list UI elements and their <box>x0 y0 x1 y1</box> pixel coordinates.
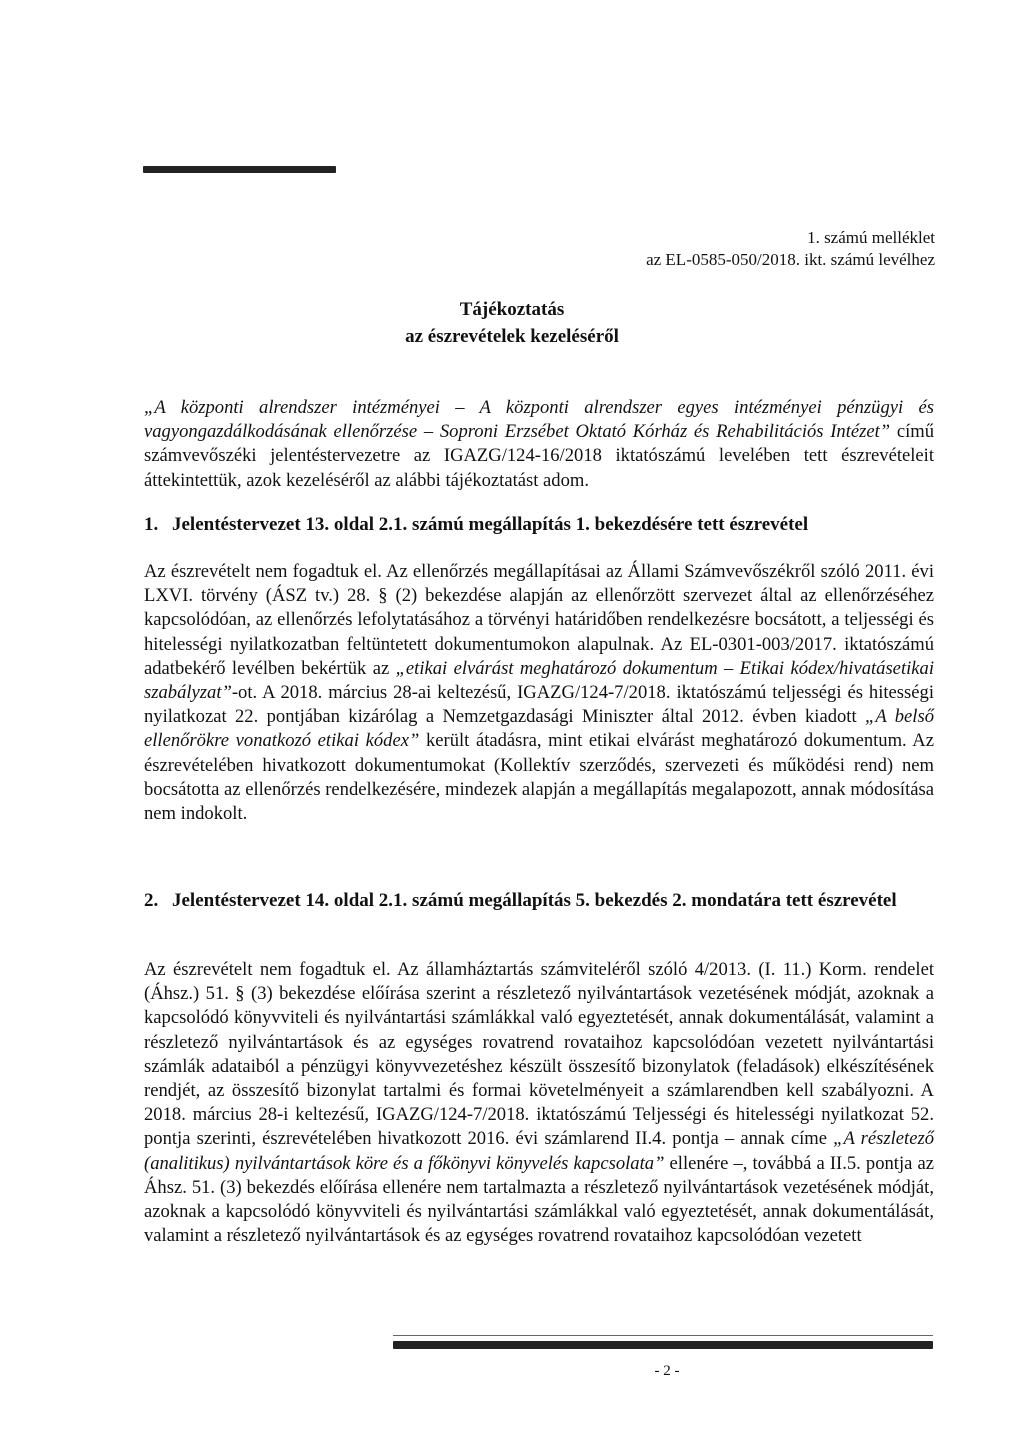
section-1-italic-2: „A belső ellenőrökre vonatkozó etikai kódex” <box>144 706 934 752</box>
section-1-title: Jelentéstervezet 13. oldal 2.1. számú megállapítás 1. bekezdésére tett észrevétel <box>172 514 809 535</box>
annex-reference <box>646 227 935 271</box>
page-number: - 2 - <box>654 1363 680 1379</box>
intro-report-title: „A központi alrendszer intézményei – A központi alrendszer egyes intézményei pénzügyi és vagyongazdálkodásának ellenőrzése – Soproni Erzsébet Oktató Kórház és Rehabilitációs Intézet” <box>144 397 934 443</box>
section-1-body <box>144 560 934 826</box>
section-2-text-2: ellenére –, továbbá a II.5. pontja az Áhsz. 51. (3) bekezdés előírása ellenére nem tartalmazta a részletező nyilvántartások vezetésének módját, azoknak a kapcsolódó könyvviteli és nyilvántartási számlákkal való egyeztetését, annak dokumentálását, valamint a részletező nyilvántartások és az egységes rovatrend rovataihoz kapcsolódóan vezetett <box>144 1152 935 1247</box>
title-line-2: az észrevételek kezeléséről <box>405 326 619 347</box>
section-2-title: Jelentéstervezet 14. oldal 2.1. számú megállapítás 5. bekezdés 2. mondatára tett észrevétel <box>172 890 897 911</box>
footer-rule <box>393 1341 933 1349</box>
document-title <box>0 296 1024 350</box>
annex-line-2: az EL-0585-050/2018. ikt. számú levélhez <box>646 250 935 269</box>
section-2-body <box>144 958 934 1248</box>
section-2-italic-1: „A részletező (analitikus) nyilvántartások köre és a főkönyvi könyvelés kapcsolata” <box>144 1128 935 1174</box>
intro-paragraph <box>144 396 934 493</box>
section-2-number: 2. <box>144 890 159 911</box>
section-1-text-3: került átadásra, mint etikai elvárást meghatározó dokumentum. Az észrevételében hivatkozott dokumentumokat (Kollektív szerződés, szervezeti és működési rend) nem bocsátotta az ellenőrzés rendelkezésére, mindezek alapján a megállapítás megalapozott, annak módosítása nem indokolt. <box>144 730 934 825</box>
intro-text: című számvevőszéki jelentéstervezetre az IGAZG/124-16/2018 iktatószámú levelében tett észrevételeit áttekintettük, azok kezeléséről az alábbi tájékoztatást adom. <box>144 421 935 491</box>
header-rule <box>143 166 336 173</box>
section-1-text-1: Az észrevételt nem fogadtuk el. Az ellenőrzés megállapításai az Állami Számvevőszékről szóló 2011. évi LXVI. törvény (ÁSZ tv.) 28. § (2) bekezdése alapján az ellenőrzött szervezet által az ellenőrzéséhez kapcsolódóan, az ellenőrzés lefolytatásához a törvényi határidőben rendelkezésre bocsátott, a teljességi és hitelességi nyilatkozatban feltüntetett dokumentumokon alapulnak. Az EL-0301-003/2017. iktatószámú adatbekérő levélben bekértük az <box>144 561 934 679</box>
section-2-heading <box>144 888 934 914</box>
section-1-heading <box>144 512 934 538</box>
section-1-number: 1. <box>144 514 159 535</box>
section-2-text-1: Az észrevételt nem fogadtuk el. Az államháztartás számviteléről szóló 4/2013. (I. 11.) Korm. rendelet (Áhsz.) 51. § (3) bekezdése előírása szerint a részletező nyilvántartások vezetésének módját, azoknak a kapcsolódó könyvviteli és nyilvántartási számlákkal való egyeztetését, annak dokumentálását, valamint a részletező nyilvántartások és az egységes rovatrend rovataihoz kapcsolódóan vezetett nyilvántartási számlák adataiból a pénzügyi könyvvezetéshez készült összesítő bizonylatok (feladások) elkészítésének rendjét, az összesítő bizonylat tartalmi és formai követelményeit a számlarendben kell szabályozni. A 2018. március 28-i keltezésű, IGAZG/124-7/2018. iktatószámú Teljességi és hitelességi nyilatkozat 52. pontja szerinti, észrevételében hivatkozott 2016. évi számlarend II.4. pontja – annak címe <box>144 959 934 1150</box>
annex-line-1: 1. számú melléklet <box>807 228 935 247</box>
section-1-text-2: -ot. A 2018. március 28-ai keltezésű, IGAZG/124-7/2018. iktatószámú teljességi és hitességi nyilatkozat 22. pontjában kizárólag a Nemzetgazdasági Miniszter által 2012. évben kiadott <box>144 682 934 728</box>
footer-rule-thin <box>393 1335 933 1336</box>
section-1-italic-1: „etikai elvárást meghatározó dokumentum – Etikai kódex/hivatásetikai szabályzat” <box>144 657 934 704</box>
title-line-1: Tájékoztatás <box>459 299 565 320</box>
